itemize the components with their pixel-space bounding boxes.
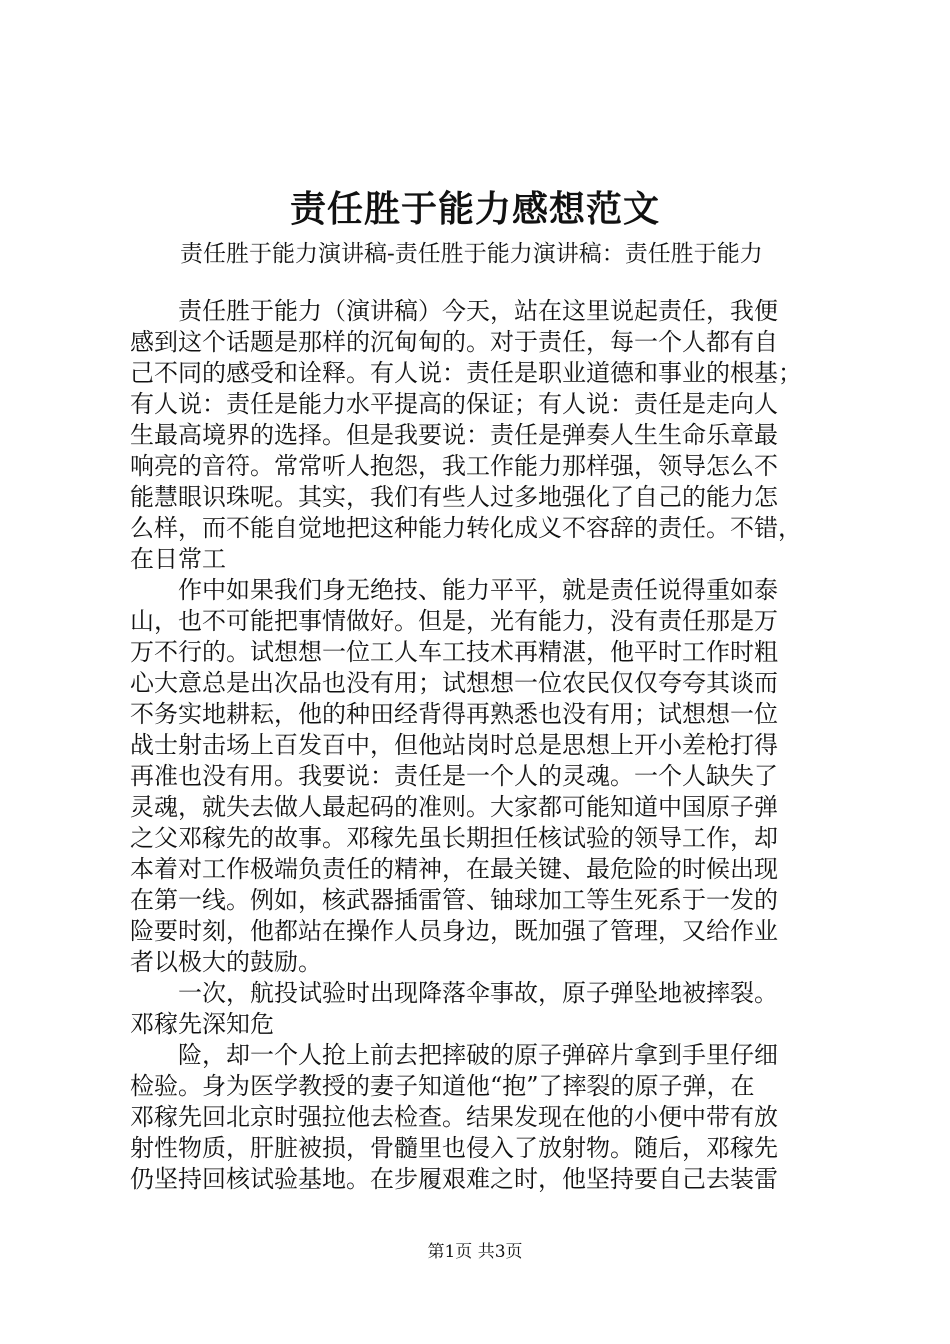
document-title: 责任胜于能力感想范文 — [289, 188, 660, 230]
body-text-line: 之父邓稼先的故事。邓稼先虽长期担任核试验的领导工作，却 — [130, 824, 778, 852]
body-text-line: 者以极大的鼓励。 — [130, 948, 322, 976]
body-text-line: 责任胜于能力（演讲稿）今天，站在这里说起责任，我便 — [130, 297, 778, 325]
body-text-line: 险，却一个人抢上前去把摔破的原子弹碎片拿到手里仔细 — [130, 1041, 778, 1069]
body-text-line: 灵魂，就失去做人最起码的准则。大家都可能知道中国原子弹 — [130, 793, 778, 821]
body-text-line: 检验。身为医学教授的妻子知道他“抱”了摔裂的原子弹，在 — [130, 1072, 755, 1100]
body-text-line: 能慧眼识珠呢。其实，我们有些人过多地强化了自己的能力怎 — [130, 483, 778, 511]
page-footer: 第1页 共3页 — [427, 1242, 523, 1262]
body-text-line: 在日常工 — [130, 545, 226, 573]
body-text-line: 有人说：责任是能力水平提高的保证；有人说：责任是走向人 — [130, 390, 778, 418]
body-text-line: 心大意总是出次品也没有用；试想想一位农民仅仅夸夸其谈而 — [130, 669, 778, 697]
body-text-line: 险要时刻，他都站在操作人员身边，既加强了管理，又给作业 — [130, 917, 778, 945]
body-text-line: 响亮的音符。常常听人抱怨，我工作能力那样强，领导怎么不 — [130, 452, 778, 480]
body-text-line: 本着对工作极端负责任的精神，在最关键、最危险的时候出现 — [130, 855, 778, 883]
body-text-line: 战士射击场上百发百中，但他站岗时总是思想上开小差枪打得 — [130, 731, 778, 759]
body-text-line: 感到这个话题是那样的沉甸甸的。对于责任，每一个人都有自 — [130, 328, 778, 356]
body-text-line: 在第一线。例如，核武器插雷管、铀球加工等生死系于一发的 — [130, 886, 778, 914]
body-text-line: 作中如果我们身无绝技、能力平平，就是责任说得重如泰 — [130, 576, 778, 604]
body-text-line: 邓稼先回北京时强拉他去检查。结果发现在他的小便中带有放 — [130, 1103, 778, 1131]
body-text-line: 己不同的感受和诠释。有人说：责任是职业道德和事业的根基； — [130, 359, 802, 387]
body-text-line: 一次，航投试验时出现降落伞事故，原子弹坠地被摔裂。 — [130, 979, 778, 1007]
body-text-line: 生最高境界的选择。但是我要说：责任是弹奏人生生命乐章最 — [130, 421, 778, 449]
body-text-line: 邓稼先深知危 — [130, 1010, 274, 1038]
body-text-line: 仍坚持回核试验基地。在步履艰难之时，他坚持要自己去装雷 — [130, 1165, 778, 1193]
body-text-line: 山，也不可能把事情做好。但是，光有能力，没有责任那是万 — [130, 607, 778, 635]
document-subtitle: 责任胜于能力演讲稿-责任胜于能力演讲稿：责任胜于能力 — [180, 241, 763, 267]
body-text-line: 么样，而不能自觉地把这种能力转化成义不容辞的责任。不错， — [130, 514, 802, 542]
body-text-line: 不务实地耕耘，他的种田经背得再熟悉也没有用；试想想一位 — [130, 700, 778, 728]
body-text-line: 再准也没有用。我要说：责任是一个人的灵魂。一个人缺失了 — [130, 762, 778, 790]
body-text-line: 万不行的。试想想一位工人车工技术再精湛，他平时工作时粗 — [130, 638, 778, 666]
body-text-line: 射性物质，肝脏被损，骨髓里也侵入了放射物。随后，邓稼先 — [130, 1134, 778, 1162]
document-body — [130, 296, 840, 1195]
